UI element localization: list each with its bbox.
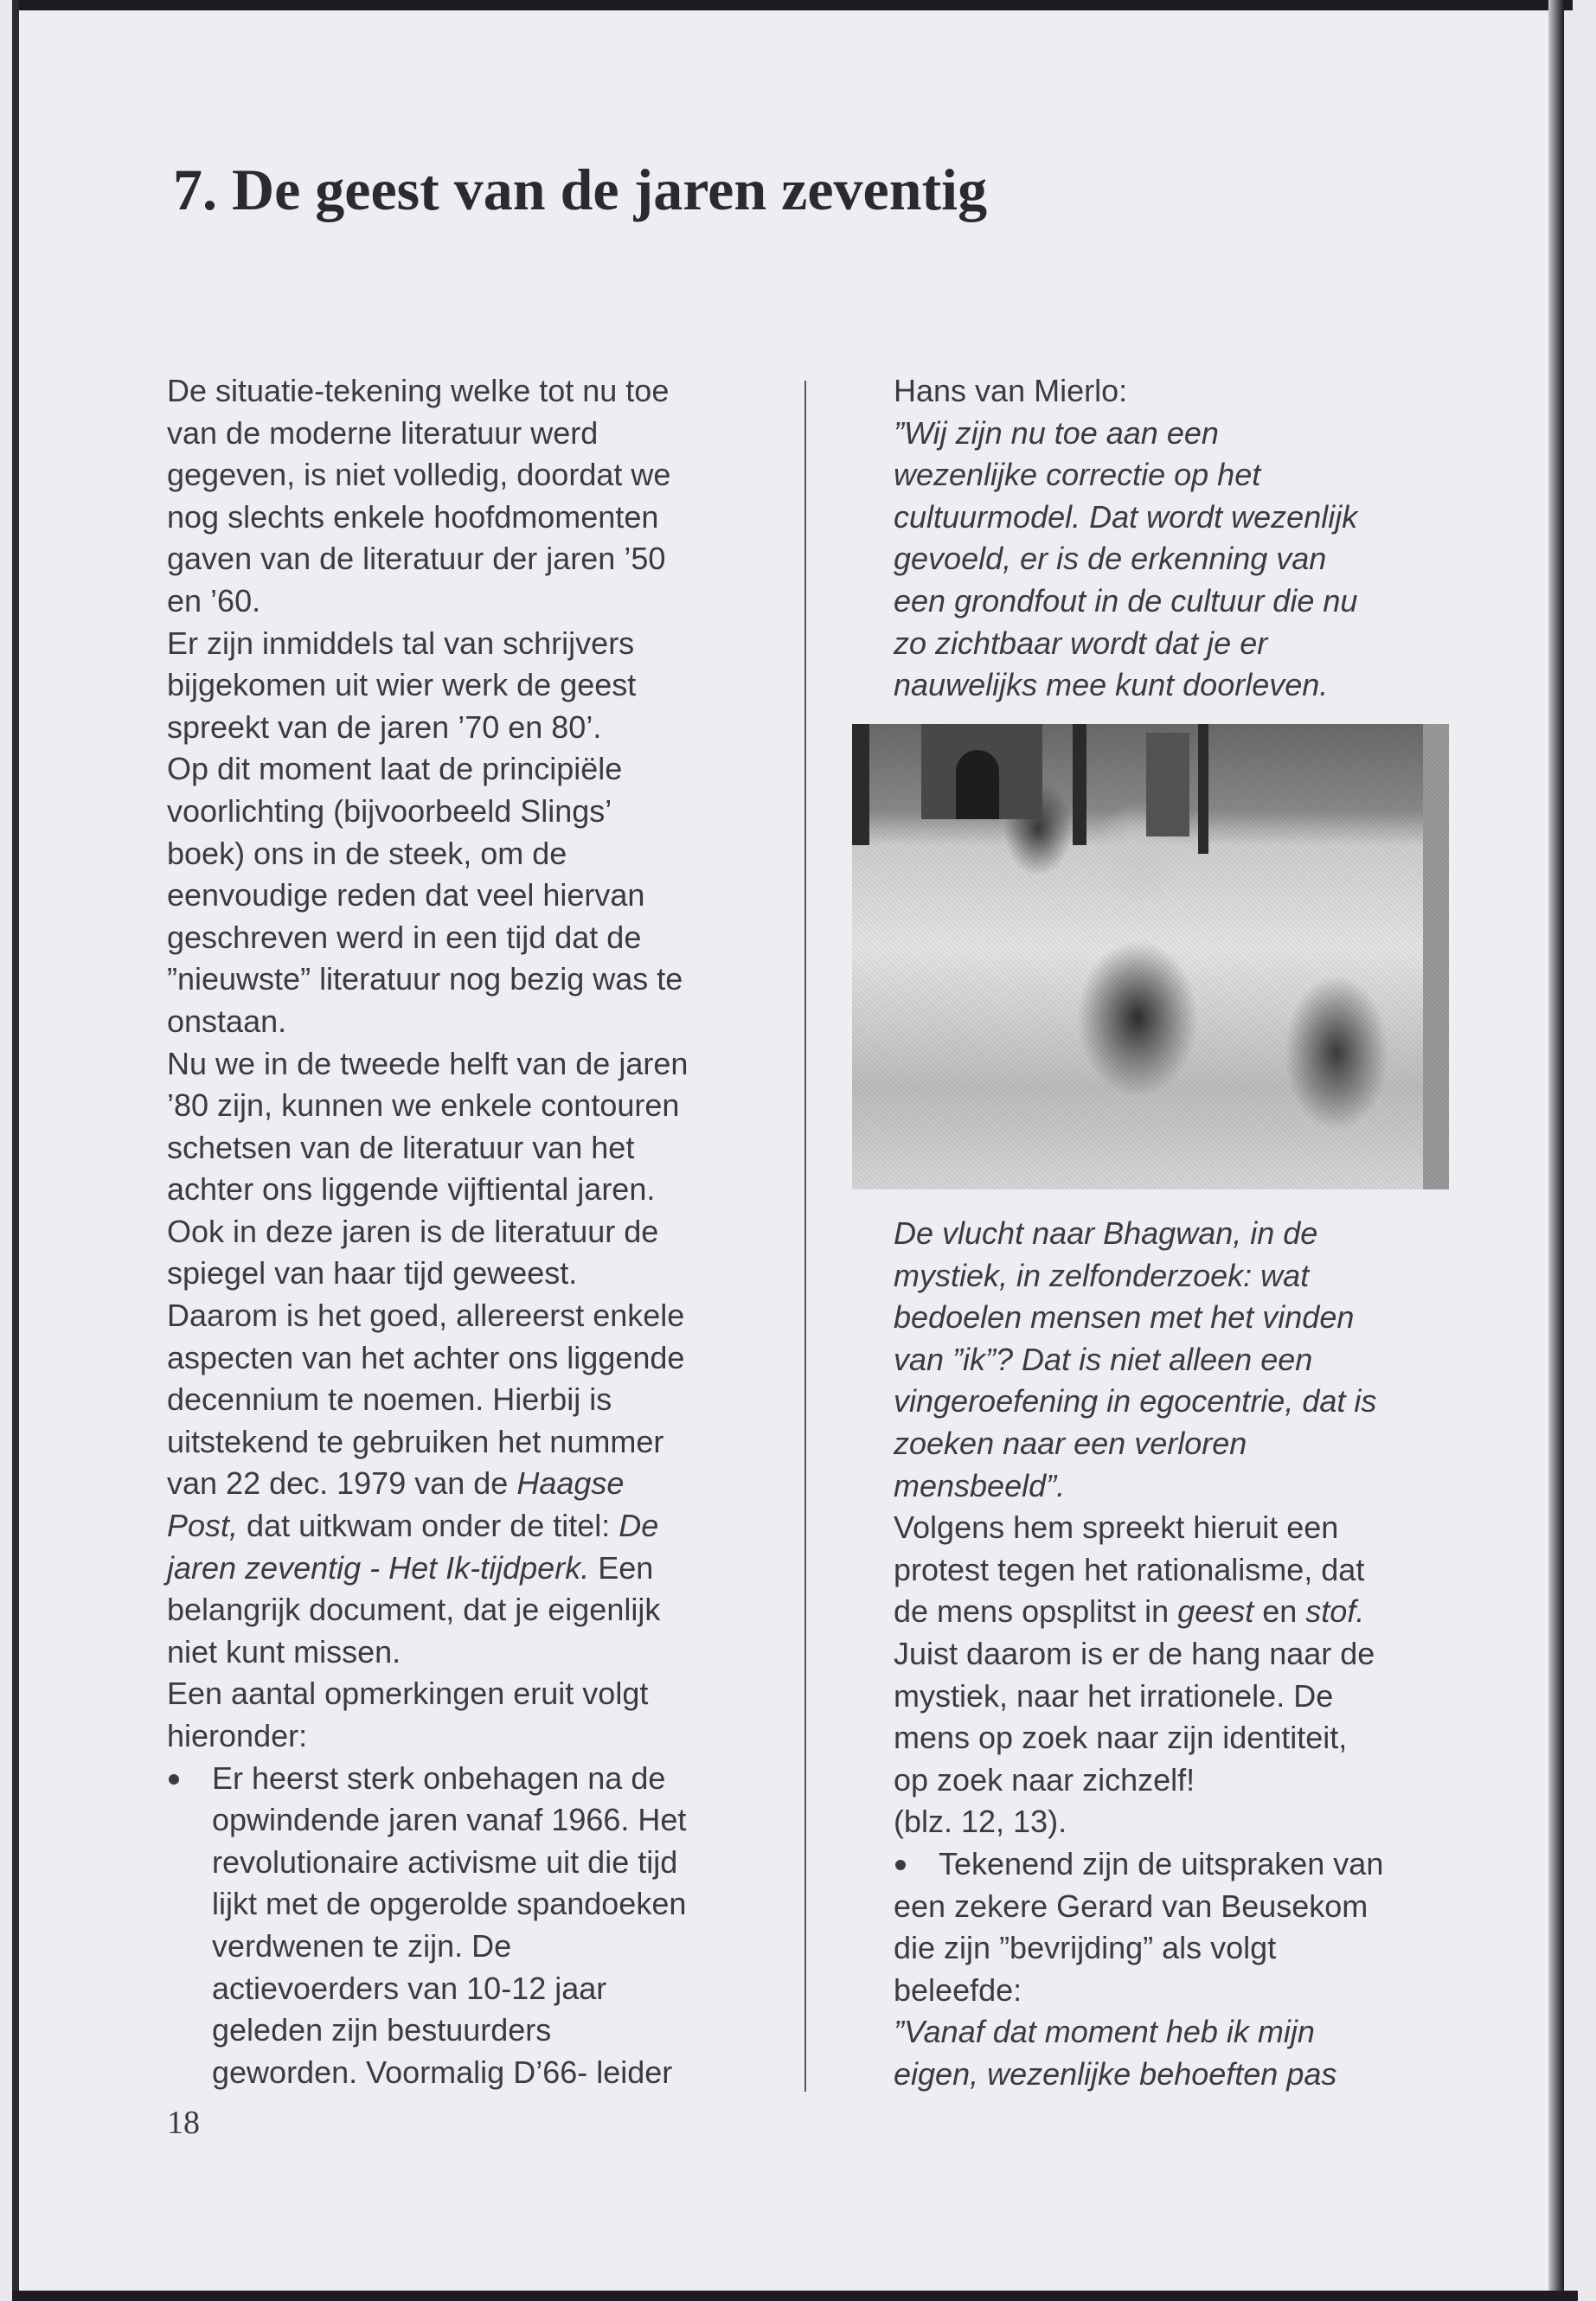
text-line [167,538,688,580]
text-segment: onstaan. [167,1003,287,1039]
text-line [167,1631,688,1674]
italic-text: bedoelen mensen met het vinden [894,1299,1355,1336]
text-line [167,1211,688,1253]
text-line [894,538,1357,580]
text-segment: Nu we in de tweede helft van de jaren [167,1045,689,1081]
text-segment: van de moderne literatuur werd [167,414,599,451]
text-segment: spiegel van haar tijd geweest. [167,1255,578,1292]
italic-text: eigen, wezenlijke behoeften pas [894,2055,1337,2092]
italic-text: ”Vanaf dat moment heb ik mijn [894,2014,1315,2050]
text-segment: lijkt met de opgerolde spandoeken [212,1886,687,1922]
text-line [167,1001,688,1043]
text-line [894,1886,1383,1928]
text-segment: ’80 zijn, kunnen we enkele contouren [167,1087,680,1124]
text-segment: geschreven werd in een tijd dat de [167,919,642,955]
italic-text: mensbeeld”. [894,1467,1066,1503]
text-segment: Ook in deze jaren is de literatuur de [167,1213,659,1249]
italic-text: De vlucht naar Bhagwan, in de [894,1215,1318,1251]
text-segment: Op dit moment laat de principiële [167,751,623,787]
text-line [167,707,688,749]
text-segment: Een aantal opmerkingen eruit volgt [167,1676,649,1712]
italic-text: nauwelijks mee kunt doorleven. [894,667,1329,703]
text-line [167,2052,688,2094]
text-line [167,1463,688,1505]
text-line [894,580,1357,623]
text-line [894,1549,1383,1592]
text-line [167,748,688,791]
italic-text: zoeken naar een verloren [894,1425,1247,1461]
text-segment: aspecten van het achter ons liggende [167,1339,685,1375]
text-line [894,1927,1383,1970]
text-line [167,454,688,497]
text-segment: achter ons liggende vijftiental jaren. [167,1171,656,1208]
right-column-text [894,1213,1383,2095]
text-segment: revolutionaire activisme uit die tijd [212,1843,678,1880]
photo-crowd-street [852,724,1449,1189]
text-segment: nog slechts enkele hoofdmomenten [167,498,659,535]
text-line [894,2011,1383,2054]
italic-text: zo zichtbaar wordt dat je er [894,625,1268,661]
italic-text: gevoeld, er is de erkenning van [894,541,1327,577]
text-line [167,664,688,707]
text-segment: de mens opsplitst in [894,1593,1178,1630]
text-line [894,623,1357,665]
text-segment: bijgekomen uit wier werk de geest [167,667,637,703]
text-line [167,1968,688,2010]
text-segment: De situatie-tekening welke tot nu toe [167,373,670,408]
text-line [167,1883,688,1926]
text-segment: beleefde: [894,1971,1022,2008]
text-line [167,875,688,917]
text-line [894,1759,1383,1802]
text-line [894,1339,1383,1381]
text-line [167,580,688,623]
text-line [167,1505,688,1548]
italic-text: geest [1177,1593,1254,1630]
text-line [894,1507,1383,1549]
italic-text: cultuurmodel. Dat wordt wezenlijk [894,498,1358,535]
text-line [167,1295,688,1337]
italic-text: Haagse [516,1465,625,1502]
text-line [167,1589,688,1631]
text-segment: en [1253,1593,1306,1630]
text-segment: Tekenend zijn de uitspraken van [939,1845,1384,1881]
text-line [167,497,688,539]
text-segment: geleden zijn bestuurders [212,2012,552,2048]
text-segment: gegeven, is niet volledig, doordat we [167,457,671,493]
text-segment: dat uitkwam onder de titel: [238,1508,619,1544]
text-segment: Daarom is het goed, allereerst enkele [167,1298,685,1334]
italic-text: van ”ik”? Dat is niet alleen een [894,1341,1313,1377]
text-line [894,1801,1383,1843]
text-line [167,833,688,875]
text-segment: Een [589,1549,654,1586]
text-segment: eenvoudige reden dat veel hiervan [167,877,645,913]
text-line [894,2054,1383,2096]
text-line [167,413,688,455]
text-line [167,1085,688,1127]
text-line [167,1169,688,1211]
text-line [894,1465,1383,1508]
text-segment: opwindende jaren vanaf 1966. Het [212,1802,687,1838]
italic-text: stof. [1305,1593,1365,1630]
text-line [167,1926,688,1968]
scan-border-left [12,0,19,2301]
text-line [894,1423,1383,1465]
text-line [894,664,1357,707]
text-segment: uitstekend te gebruiken het nummer [167,1423,664,1459]
text-line [167,1799,688,1842]
text-segment: mystiek, naar het irrationele. De [894,1677,1334,1714]
text-segment: Juist daarom is er de hang naar de [894,1635,1375,1671]
text-line [894,1213,1383,1255]
text-line [894,370,1357,413]
text-line [167,1127,688,1170]
bullet-icon [895,1860,906,1870]
italic-text: ”Wij zijn nu toe aan een [894,414,1219,451]
chapter-title: 7. De geest van de jaren zeventig [173,157,988,222]
italic-text: De [619,1508,659,1544]
text-line [167,1043,688,1086]
text-line [167,1337,688,1380]
text-segment: (blz. 12, 13). [894,1804,1067,1840]
text-segment: Er heerst sterk onbehagen na de [212,1759,666,1796]
italic-text: vingeroefening in egocentrie, dat is [894,1383,1377,1420]
text-segment: geworden. Voormalig D’66- leider [212,2054,673,2090]
italic-text: wezenlijke correctie op het [894,457,1261,493]
text-line [167,917,688,959]
text-line [167,791,688,833]
bullet-line [167,1758,688,1800]
text-segment: niet kunt missen. [167,1633,401,1670]
text-segment: ”nieuwste” literatuur nog bezig was te [167,961,683,997]
text-segment: Hans van Mierlo: [894,373,1128,408]
text-segment: Volgens hem spreekt hieruit een [894,1509,1339,1546]
column-divider [804,381,806,2092]
text-line [167,1548,688,1590]
text-line [894,454,1357,497]
text-line [167,1673,688,1715]
left-column [167,370,688,2093]
text-segment: spreekt van de jaren ’70 en 80’. [167,708,602,745]
bullet-icon [169,1774,179,1785]
text-segment: van 22 dec. 1979 van de [167,1465,517,1502]
text-line [167,623,688,665]
text-segment: schetsen van de literatuur van het [167,1129,635,1165]
text-segment: protest tegen het rationalisme, dat [894,1551,1365,1587]
text-line [167,1379,688,1421]
text-line [167,370,688,413]
text-segment: Er zijn inmiddels tal van schrijvers [167,625,635,661]
text-line [894,1381,1383,1423]
text-line [167,1715,688,1758]
scan-border-bottom [12,2291,1578,2301]
text-segment: gaven van de literatuur der jaren ’50 [167,541,666,577]
text-line [894,1591,1383,1633]
italic-text: mystiek, in zelfonderzoek: wat [894,1257,1310,1293]
text-segment: mens op zoek naar zijn identiteit, [894,1720,1348,1756]
scan-border-right [1548,0,1564,2301]
text-line [167,1253,688,1295]
text-line [894,1633,1383,1676]
text-line [894,1970,1383,2012]
text-line [894,1717,1383,1759]
text-line [894,1255,1383,1298]
text-segment: decennium te noemen. Hierbij is [167,1381,612,1418]
text-line [894,1297,1383,1339]
scan-border-top [16,0,1573,10]
text-segment: een zekere Gerard van Beusekom [894,1888,1368,1924]
text-line [167,958,688,1001]
text-segment: die zijn ”bevrijding” als volgt [894,1930,1277,1966]
text-line [167,2009,688,2052]
text-segment: belangrijk document, dat je eigenlijk [167,1592,661,1628]
bullet-line [894,1843,1383,1886]
page-number: 18 [167,2105,200,2141]
text-line [894,1676,1383,1718]
text-segment: boek) ons in de steek, om de [167,835,567,871]
right-column-quote [894,370,1357,707]
italic-text: Post, [167,1508,239,1544]
text-segment: verdwenen te zijn. De [212,1927,512,1964]
text-line [894,413,1357,455]
text-line [167,1842,688,1884]
text-segment: actievoerders van 10-12 jaar [212,1970,607,2006]
text-segment: voorlichting (bijvoorbeeld Slings’ [167,792,612,829]
text-line [167,1421,688,1464]
text-segment: hieronder: [167,1718,308,1753]
text-segment: op zoek naar zichzelf! [894,1761,1195,1798]
italic-text: een grondfout in de cultuur die nu [894,582,1358,619]
italic-text: jaren zeventig - Het Ik-tijdperk. [167,1549,590,1586]
text-segment: en ’60. [167,582,261,619]
text-line [894,497,1357,539]
